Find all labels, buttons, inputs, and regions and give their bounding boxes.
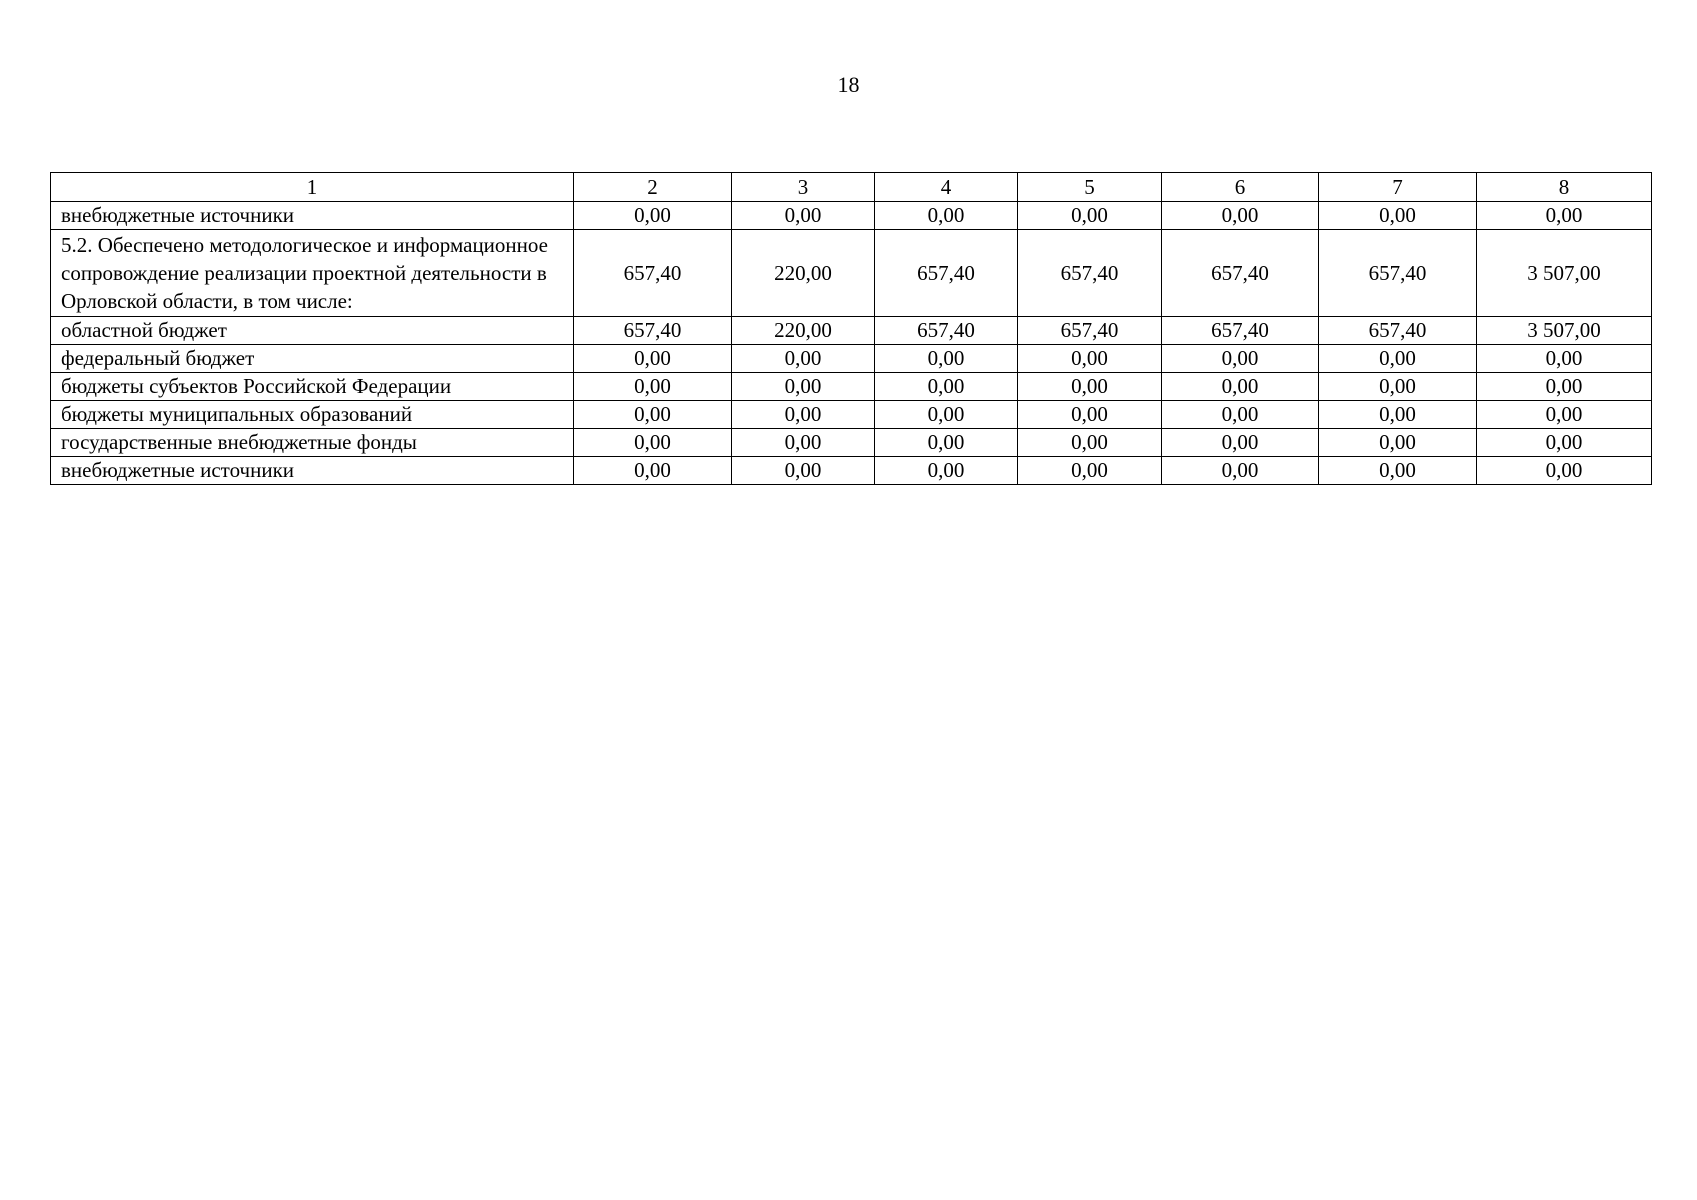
table-cell: 657,40 [1018,317,1162,345]
table-cell: 657,40 [875,230,1018,317]
table-cell: 220,00 [732,230,875,317]
table-cell: 0,00 [875,345,1018,373]
column-number: 8 [1477,173,1652,202]
table-cell: 0,00 [574,429,732,457]
table-row [51,230,1652,317]
table-cell: 0,00 [1477,457,1652,485]
table-cell: 657,40 [1319,317,1477,345]
table-cell: 0,00 [875,202,1018,230]
table-row [51,401,1652,429]
column-number: 7 [1319,173,1477,202]
table-cell: 0,00 [1477,373,1652,401]
column-number: 1 [51,173,574,202]
row-label: внебюджетные источники [51,457,574,485]
table-cell: 0,00 [1018,401,1162,429]
table-cell: 0,00 [1162,373,1319,401]
table-cell: 0,00 [1162,457,1319,485]
table-cell: 0,00 [875,457,1018,485]
table-cell: 0,00 [1162,202,1319,230]
table-row [51,202,1652,230]
table-cell: 657,40 [574,230,732,317]
table-row [51,457,1652,485]
table-cell: 0,00 [875,373,1018,401]
table-cell: 0,00 [574,457,732,485]
table-cell: 657,40 [1319,230,1477,317]
table-cell: 0,00 [574,401,732,429]
table-cell: 3 507,00 [1477,230,1652,317]
table-cell: 0,00 [1319,345,1477,373]
page-number: 18 [837,72,860,97]
table-cell: 657,40 [1162,230,1319,317]
table-cell: 657,40 [875,317,1018,345]
table-cell: 0,00 [574,202,732,230]
table-cell: 0,00 [1018,373,1162,401]
table-cell: 657,40 [1162,317,1319,345]
table-cell: 0,00 [1477,429,1652,457]
row-label: внебюджетные источники [51,202,574,230]
table-cell: 0,00 [1477,345,1652,373]
table-cell: 0,00 [732,401,875,429]
table-row [51,345,1652,373]
table-row [51,317,1652,345]
row-label: областной бюджет [51,317,574,345]
column-number-row [51,173,1652,202]
table-cell: 0,00 [732,345,875,373]
table-cell: 0,00 [574,373,732,401]
table-cell: 0,00 [1162,429,1319,457]
table-cell: 0,00 [732,429,875,457]
table-cell: 0,00 [1477,202,1652,230]
table-cell: 0,00 [1319,457,1477,485]
funding-table [50,172,1652,485]
column-number: 6 [1162,173,1319,202]
table-cell: 0,00 [1162,345,1319,373]
table-cell: 0,00 [1319,429,1477,457]
table-cell: 0,00 [1319,373,1477,401]
table-cell: 0,00 [1018,202,1162,230]
table-cell: 0,00 [732,373,875,401]
column-number: 4 [875,173,1018,202]
row-label: бюджеты субъектов Российской Федерации [51,373,574,401]
table-cell: 657,40 [574,317,732,345]
column-number: 5 [1018,173,1162,202]
table-cell: 3 507,00 [1477,317,1652,345]
table-cell: 0,00 [1018,457,1162,485]
row-label: федеральный бюджет [51,345,574,373]
row-label: бюджеты муниципальных образований [51,401,574,429]
table-cell: 0,00 [1018,429,1162,457]
table-cell: 0,00 [1477,401,1652,429]
table-cell: 0,00 [875,429,1018,457]
table-cell: 0,00 [1018,345,1162,373]
column-number: 2 [574,173,732,202]
table-cell: 0,00 [875,401,1018,429]
table-cell: 0,00 [732,457,875,485]
table-row [51,429,1652,457]
table-cell: 0,00 [1162,401,1319,429]
table-row [51,373,1652,401]
table-cell: 0,00 [732,202,875,230]
row-label: 5.2. Обеспечено методологическое и информационное сопровождение реализации проектной деятельности в Орловской области, в том числе: [51,230,574,317]
table-cell: 657,40 [1018,230,1162,317]
row-label: государственные внебюджетные фонды [51,429,574,457]
table-cell: 0,00 [574,345,732,373]
table-cell: 220,00 [732,317,875,345]
table-cell: 0,00 [1319,401,1477,429]
table-cell: 0,00 [1319,202,1477,230]
column-number: 3 [732,173,875,202]
